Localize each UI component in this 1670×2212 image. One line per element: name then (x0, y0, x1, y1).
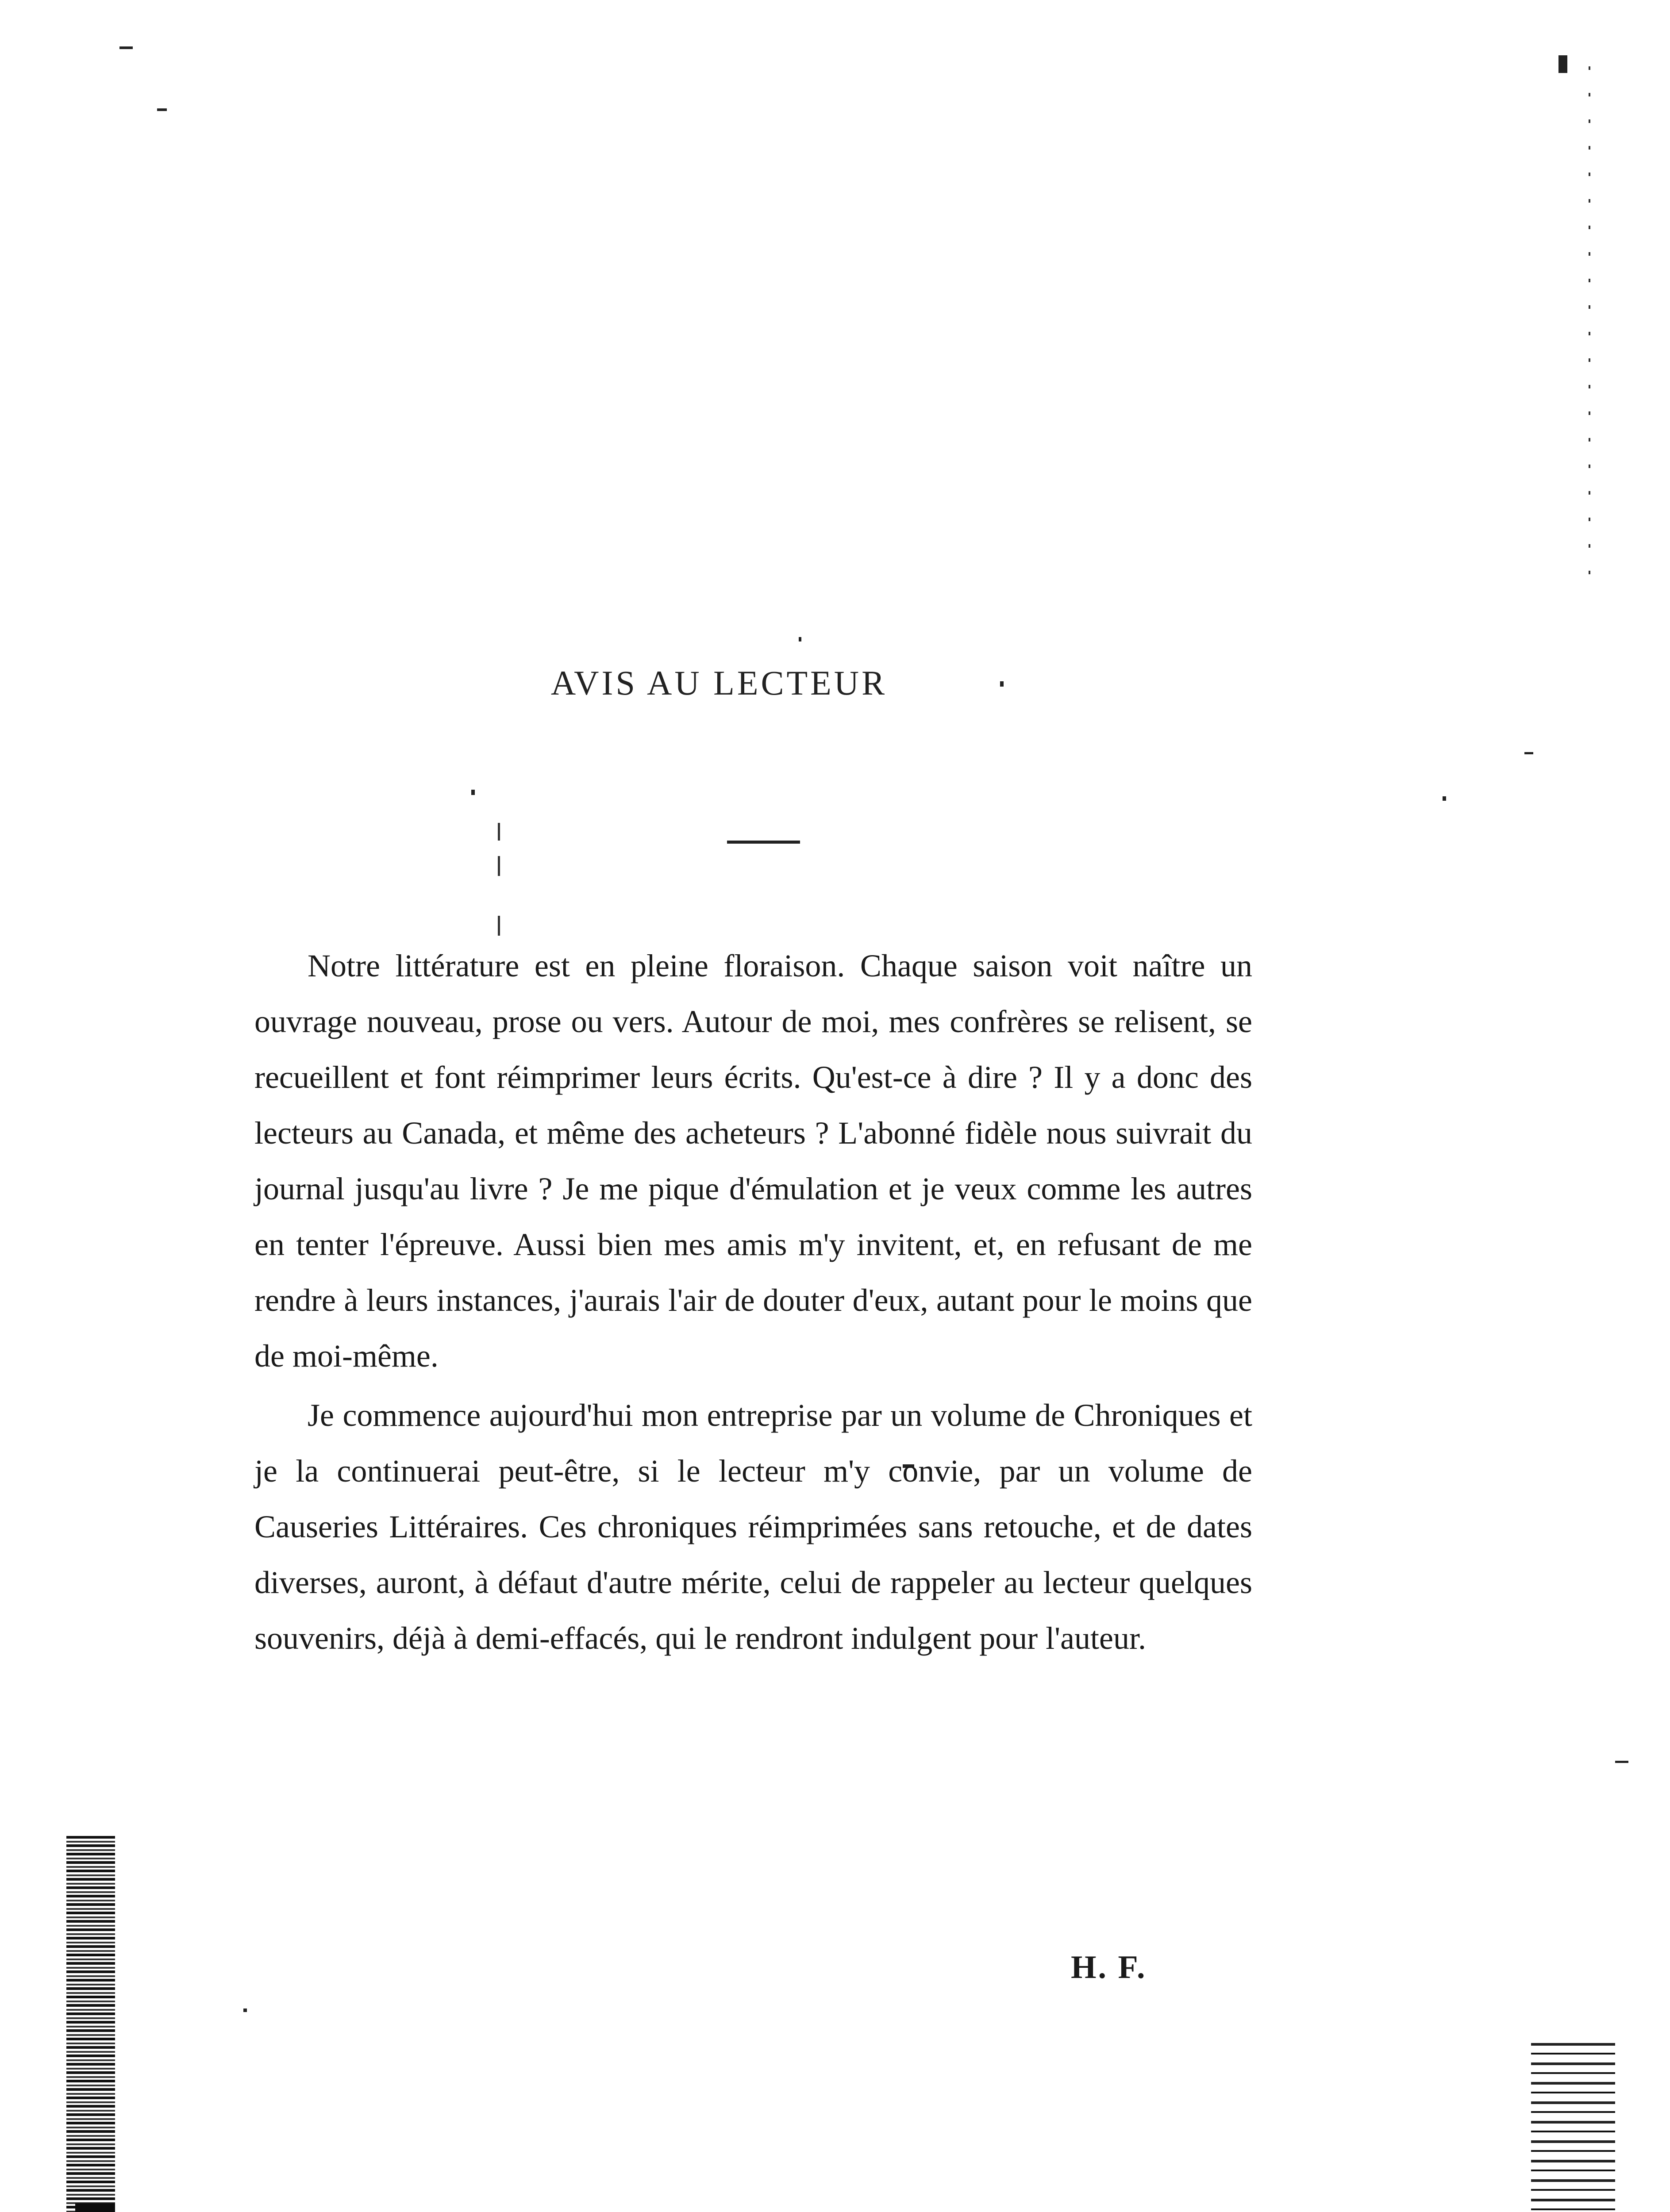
body-text (254, 938, 1252, 1666)
title-rule (727, 841, 800, 844)
scan-speck (119, 46, 133, 49)
scan-speck (1558, 55, 1567, 73)
scan-edge-marks (1589, 66, 1590, 575)
scan-speck (243, 2008, 247, 2012)
scan-margin-mark (498, 823, 500, 841)
scan-speck (1443, 796, 1446, 801)
paragraph-1: Notre littérature est en pleine floraison. Chaque saison voit naître un ouvrage nouveau, prose ou vers. Autour de moi, mes confrères se relisent, se recueillent et font réimprimer leurs écrits. Qu'est-ce à dire ? Il y a donc des lecteurs au Canada, et même des acheteurs ? L'abonné fidèle nous suivrait du journal jusqu'au livre ? Je me pique d'émulation et je veux comme les autres en tenter l'épreuve. Aussi bien mes amis m'y invitent, et, en refusant de me rendre à leurs instances, j'aurais l'air de douter d'eux, autant pour le moins que de moi-même. (254, 948, 1252, 1374)
scan-speck (1524, 752, 1533, 754)
paragraph-2: Je commence aujourd'hui mon entreprise par un volume de Chroniques et je la continuerai peut-être, si le lecteur m'y convie, par un volume de Causeries Littéraires. Ces chroniques réimprimées sans retouche, et de dates diverses, auront, à défaut d'autre mérite, celui de rappeler au lecteur quelques souvenirs, déjà à demi-effacés, qui le rendront indulgent pour l'auteur. (254, 1398, 1252, 1656)
scan-binding-shadow-left-solid (75, 2203, 115, 2212)
scan-speck (471, 790, 475, 795)
scan-speck (157, 108, 167, 111)
scan-binding-shadow-left (66, 1836, 115, 2212)
scan-speck (1615, 1761, 1628, 1763)
scan-speck (799, 637, 801, 641)
author-signature: H. F. (1071, 1949, 1147, 1985)
page-title: AVIS AU LECTEUR (550, 664, 888, 702)
scan-margin-mark (498, 916, 500, 936)
scan-binding-shadow-right (1531, 2035, 1615, 2212)
scan-margin-mark (498, 856, 500, 876)
scan-speck (1000, 681, 1004, 687)
